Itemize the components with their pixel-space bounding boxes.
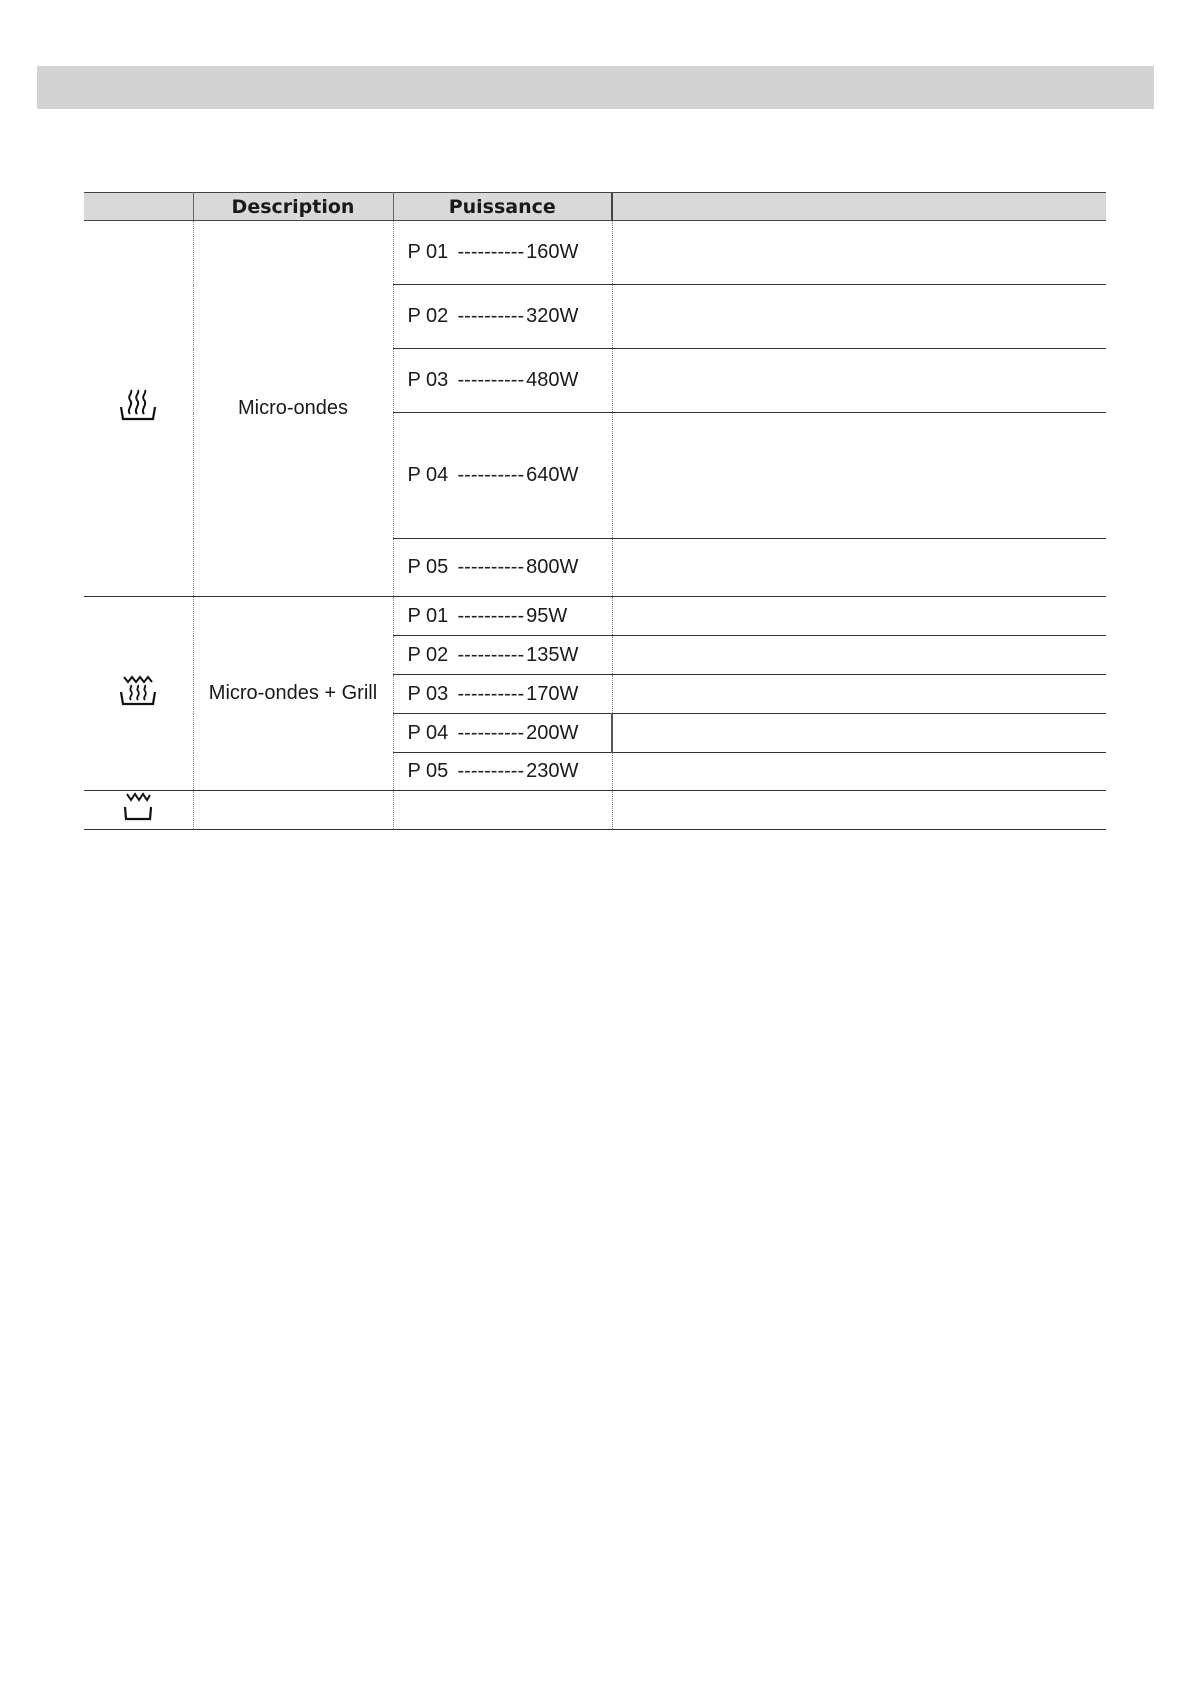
power-leader-dashes: ---------- <box>457 305 525 327</box>
table-row <box>84 791 1106 830</box>
mode-icon-cell <box>84 597 193 791</box>
power-value: 800W <box>526 556 579 578</box>
power-level-code: P 02 <box>407 305 449 327</box>
power-level <box>393 413 612 539</box>
power-leader-dashes: ---------- <box>457 721 525 744</box>
header-notes-column <box>612 193 1106 221</box>
power-level-code: P 03 <box>407 369 449 391</box>
power-level <box>393 714 612 753</box>
power-value: 170W <box>526 682 579 705</box>
table-header-row <box>84 193 1106 221</box>
notes-cell <box>612 675 1106 714</box>
power-leader-dashes: ---------- <box>457 369 525 391</box>
header-icon-column <box>84 193 193 221</box>
power-leader-dashes: ---------- <box>457 682 525 705</box>
notes-cell <box>612 221 1106 285</box>
power-level-code: P 04 <box>407 721 449 744</box>
power-level <box>393 636 612 675</box>
power-leader-dashes: ---------- <box>457 643 525 666</box>
header-power: Puissance <box>393 193 612 221</box>
notes-cell <box>612 753 1106 791</box>
power-level-code: P 05 <box>407 556 449 578</box>
power-value: 640W <box>526 464 579 486</box>
power-value: 200W <box>526 721 579 744</box>
mode-description: Micro-ondes + Grill <box>193 597 393 791</box>
power-level <box>393 675 612 714</box>
power-value: 160W <box>526 241 579 263</box>
power-leader-dashes: ---------- <box>457 604 525 627</box>
power-leader-dashes: ---------- <box>457 556 525 578</box>
mode-description <box>193 791 393 830</box>
notes-cell <box>612 714 1106 753</box>
power-level <box>393 539 612 597</box>
power-value: 135W <box>526 643 579 666</box>
grill-icon <box>117 791 159 829</box>
power-level <box>393 285 612 349</box>
table-row <box>84 597 1106 636</box>
power-level-code: P 03 <box>407 682 449 705</box>
power-level-code: P 01 <box>407 604 449 627</box>
notes-cell <box>612 539 1106 597</box>
mode-description: Micro-ondes <box>193 221 393 597</box>
power-level <box>393 349 612 413</box>
microwave-waves-icon <box>117 389 159 429</box>
microwave-grill-icon <box>117 674 159 714</box>
mode-icon-cell <box>84 791 193 830</box>
power-value: 95W <box>526 604 568 627</box>
power-level <box>393 753 612 791</box>
notes-cell <box>612 413 1106 539</box>
power-value: 230W <box>526 760 579 782</box>
notes-cell <box>612 636 1106 675</box>
table-row <box>84 221 1106 285</box>
power-level <box>393 221 612 285</box>
notes-cell <box>612 349 1106 413</box>
mode-icon-cell <box>84 221 193 597</box>
power-table <box>84 192 1106 830</box>
power-leader-dashes: ---------- <box>457 241 525 263</box>
power-level <box>393 597 612 636</box>
power-level-code: P 05 <box>407 760 449 782</box>
notes-cell <box>612 791 1106 830</box>
power-leader-dashes: ---------- <box>457 464 525 486</box>
header-description: Description <box>193 193 393 221</box>
notes-cell <box>612 285 1106 349</box>
power-level-code: P 02 <box>407 643 449 666</box>
header-band <box>37 66 1154 109</box>
power-value: 480W <box>526 369 579 391</box>
power-level <box>393 791 612 830</box>
power-level-code: P 01 <box>407 241 449 263</box>
power-level-code: P 04 <box>407 464 449 486</box>
power-value: 320W <box>526 305 579 327</box>
notes-cell <box>612 597 1106 636</box>
power-leader-dashes: ---------- <box>457 760 525 782</box>
